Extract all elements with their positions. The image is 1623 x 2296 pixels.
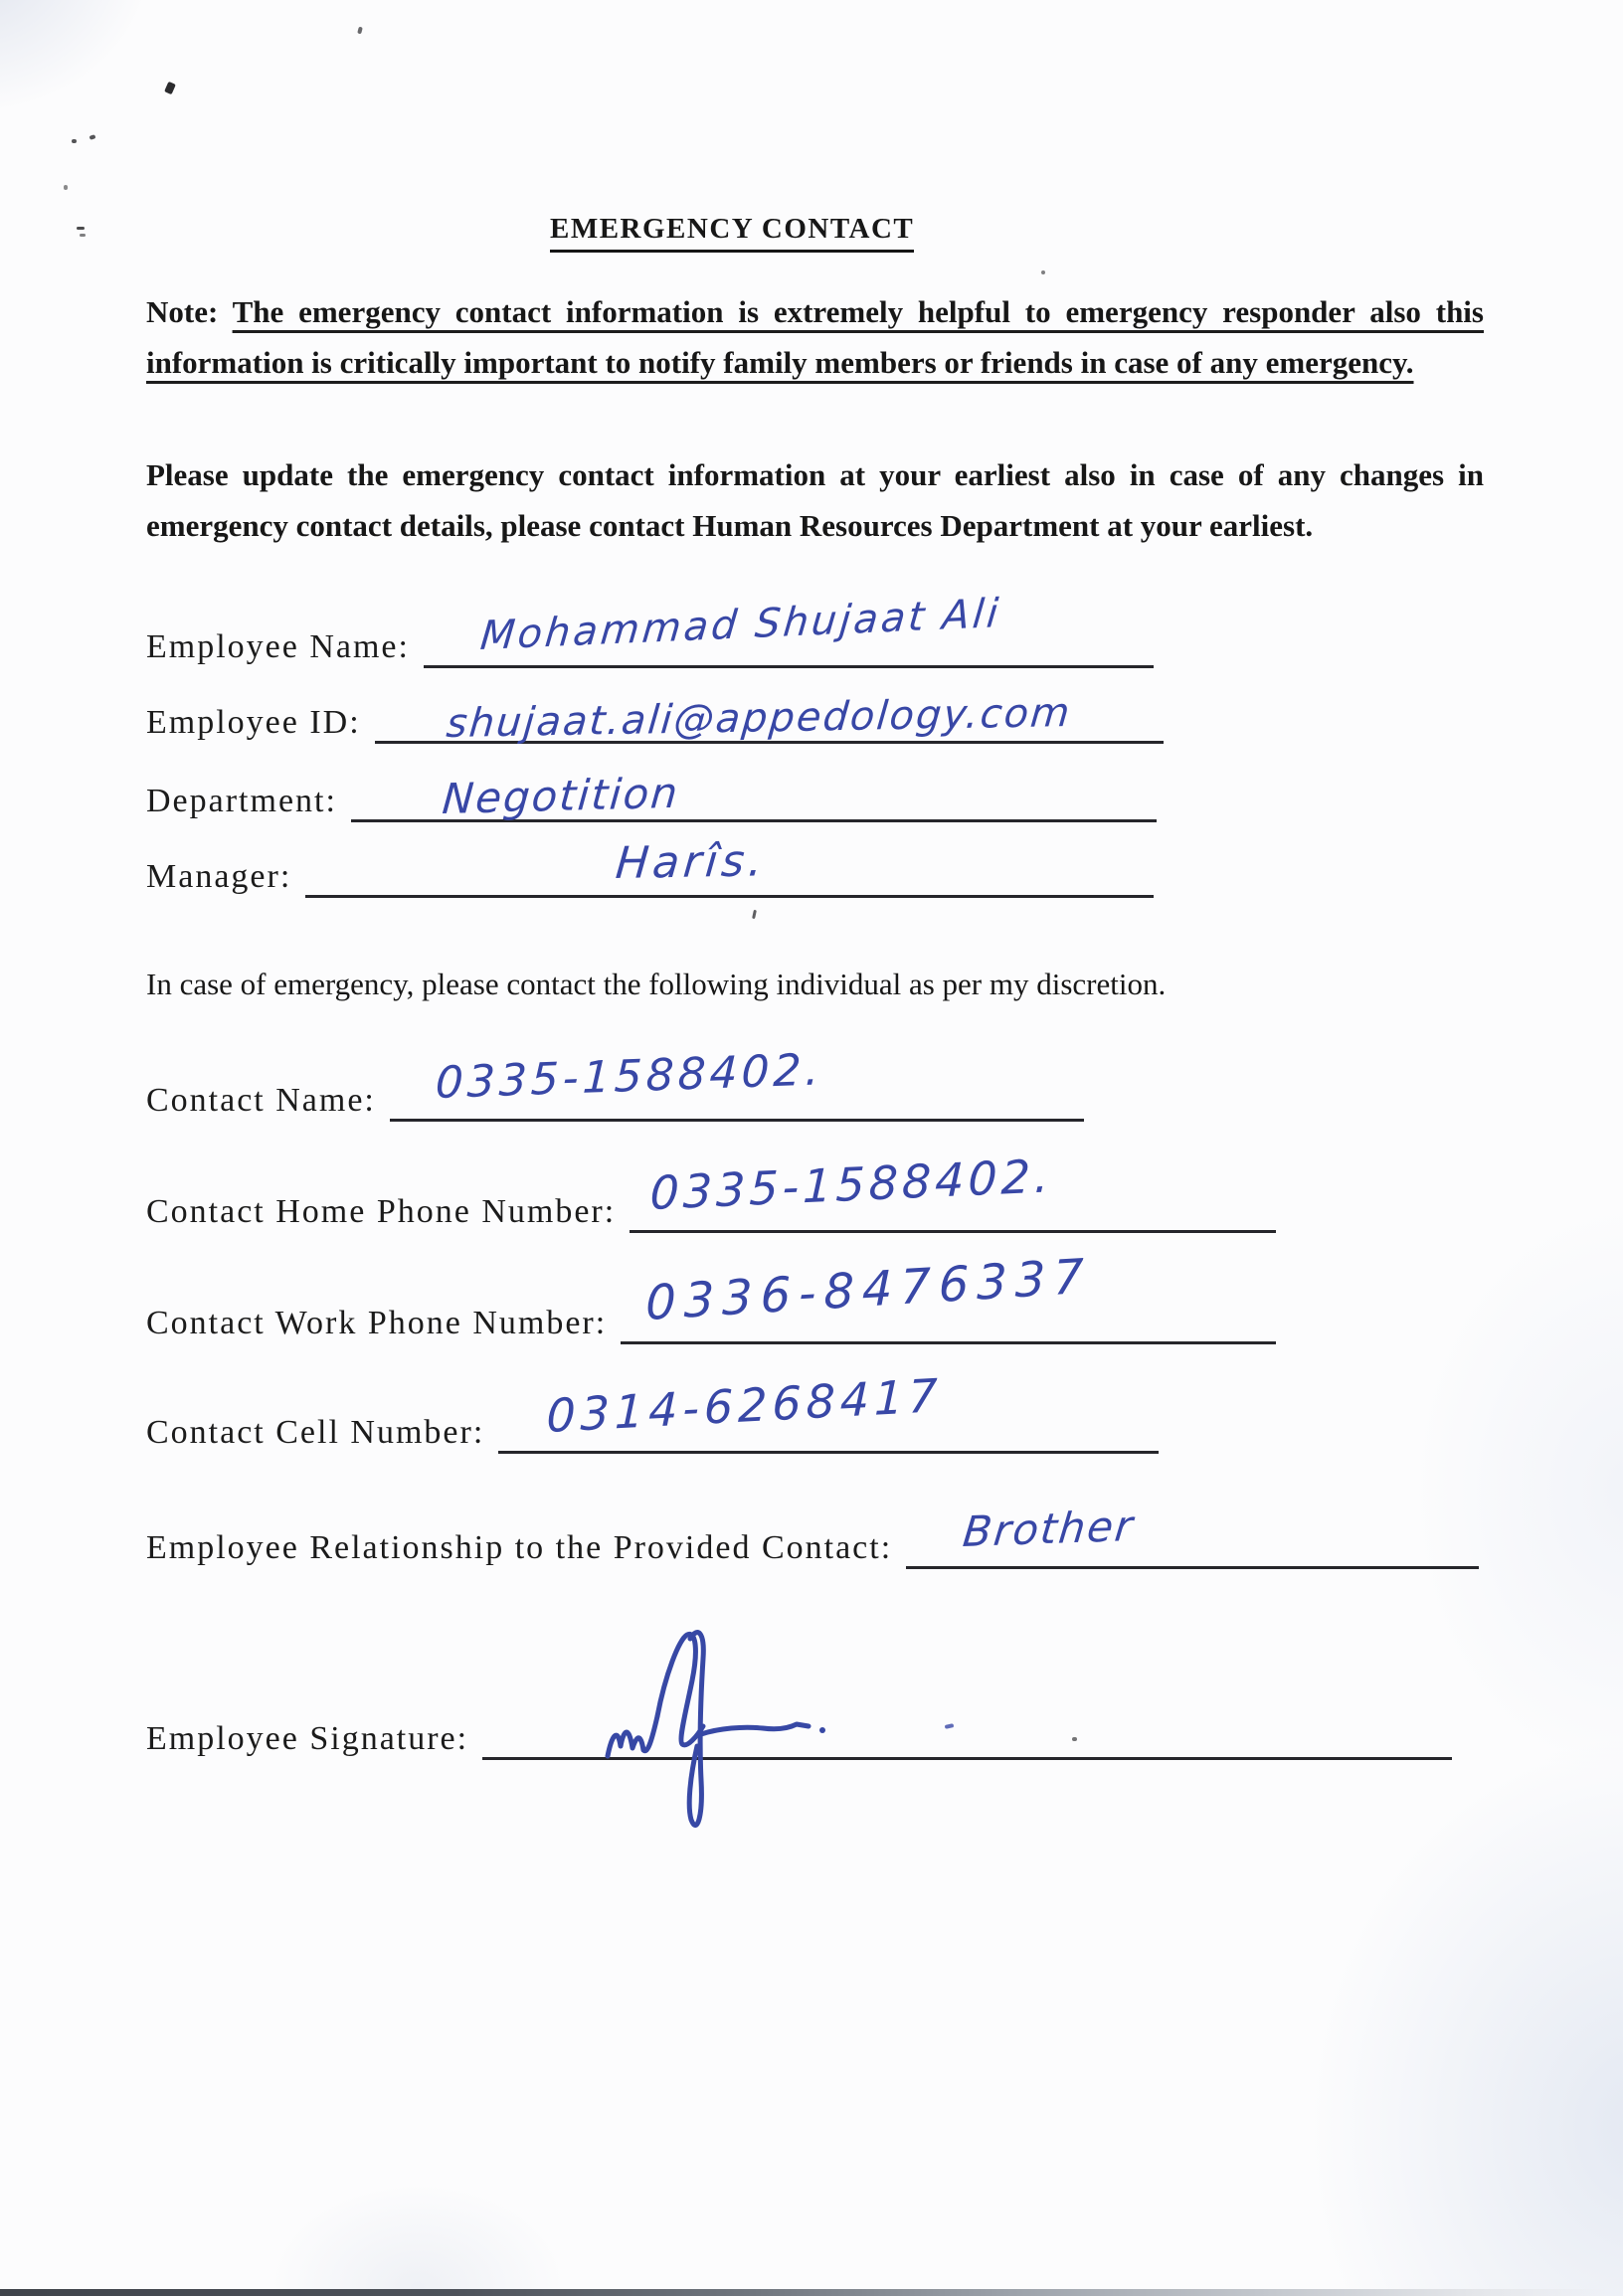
field-label: Contact Name: [146,1082,376,1119]
update-paragraph: Please update the emergency contact information at your earliest also in case of any changes in emergency contact details, please contact Human Resources Department at your earliest. [146,457,1484,543]
field-row-manager [146,834,1154,898]
fill-line [351,756,1157,822]
field-label: Contact Home Phone Number: [146,1193,617,1230]
fill-line [305,831,1154,898]
ink-speck [90,134,96,140]
form-title: EMERGENCY CONTACT [550,213,914,253]
handwritten-value: Negotition [440,768,681,823]
field-row-employee-name [146,590,1154,668]
ink-speck [357,27,363,35]
ink-speck [80,234,86,237]
fill-line [630,1148,1276,1233]
ink-speck [64,185,68,190]
handwritten-value: 0314-6268417 [546,1368,944,1443]
field-row-contact-name [146,1044,1084,1122]
handwritten-value: 0336-8476337 [645,1248,1093,1331]
field-label: Employee Signature: [146,1720,469,1757]
handwritten-value: 0335-1588402. [649,1148,1054,1220]
ink-speck [77,227,85,230]
fill-line [424,590,1154,668]
field-row-relationship [146,1501,1479,1569]
ink-speck [164,82,176,94]
field-label: Employee ID: [146,704,361,741]
field-label: Employee Relationship to the Provided Contact: [146,1529,893,1566]
fill-line [621,1248,1276,1344]
intro-sentence: In case of emergency, please contact the following individual as per my discretion. [146,967,1167,1001]
note-underlined-text: The emergency contact information is extremely helpful to emergency responder also this information is critically important to notify family members or friends in case of any emergency. [146,294,1484,380]
ink-speck [752,910,757,919]
fill-line [906,1502,1479,1569]
field-label: Department: [146,783,337,819]
handwritten-value: Mohammad Shujaat Ali [477,590,1003,659]
handwritten-value: Harîs. [614,835,770,889]
ink-speck [1041,270,1045,274]
ink-speck [72,139,77,143]
employee-signature-scribble [592,1619,950,1857]
field-row-department [146,759,1157,822]
field-label: Contact Cell Number: [146,1414,485,1451]
field-label: Manager: [146,858,292,895]
field-row-contact-cell [146,1368,1159,1454]
note-prefix: Note: [146,294,233,329]
handwritten-value: shujaat.ali@appedology.com [444,689,1073,747]
handwritten-value: Brother [961,1501,1138,1556]
fill-line [498,1368,1159,1454]
field-label: Contact Work Phone Number: [146,1305,608,1341]
field-row-contact-work-phone [146,1248,1276,1344]
fill-line [375,677,1164,747]
field-label: Employee Name: [146,628,410,665]
fill-line [390,1044,1084,1122]
field-row-contact-home-phone [146,1148,1276,1233]
scan-edge-artifact [0,2289,1623,2296]
field-row-employee-id [146,680,1164,747]
note-paragraph [146,286,1484,388]
handwritten-value: 0335-1588402. [434,1044,824,1109]
